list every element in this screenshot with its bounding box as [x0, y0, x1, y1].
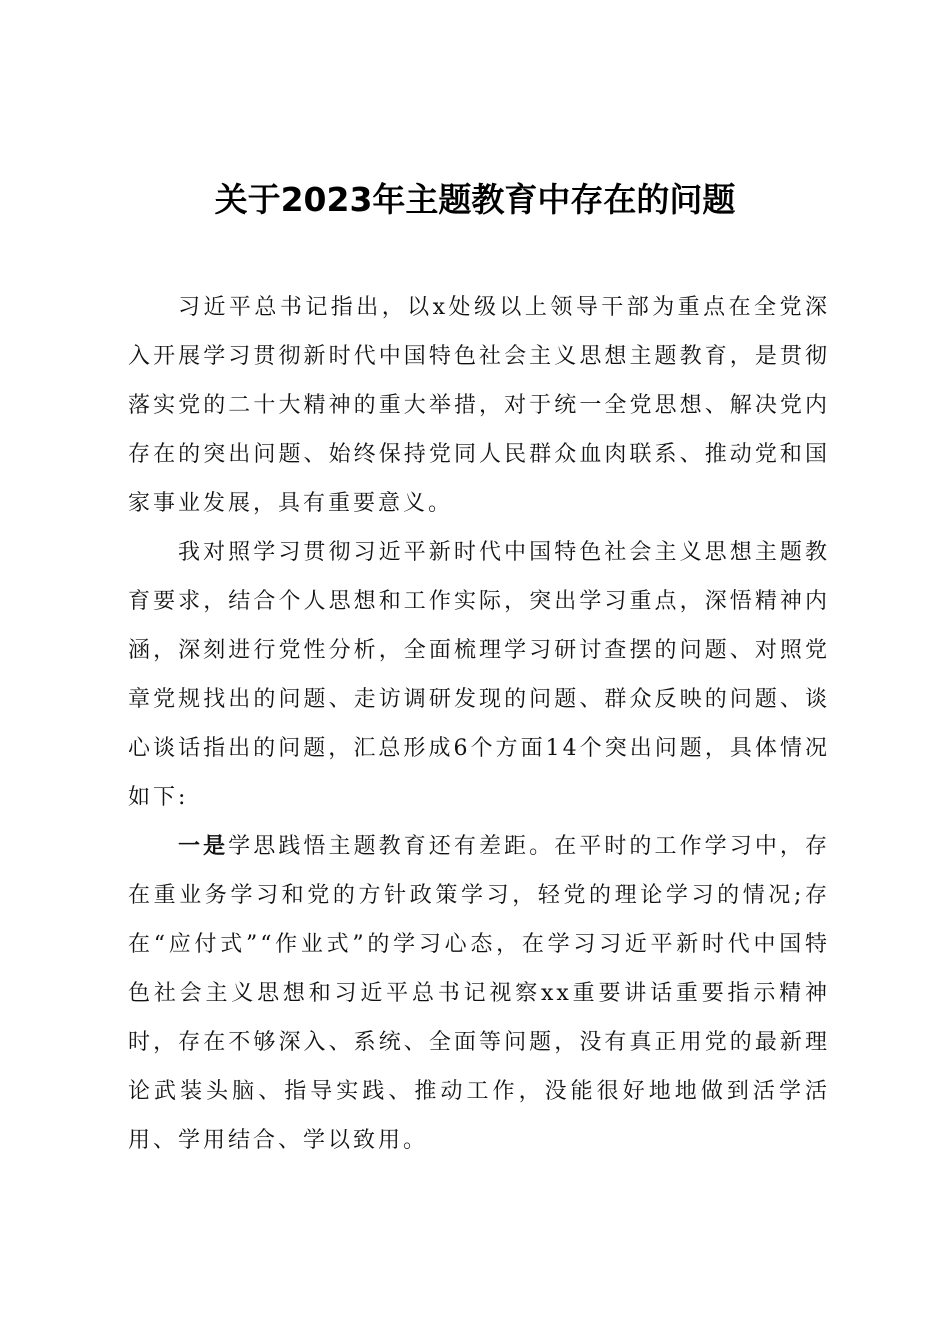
paragraph-overview	[128, 528, 830, 822]
paragraph-intro	[128, 283, 830, 528]
document-title: 关于2023年主题教育中存在的问题	[214, 180, 736, 219]
paragraph-text: 习近平总书记指出，以x处级以上领导干部为重点在全党深入开展学习贯彻新时代中国特色社会主义思想主题教育，是贯彻落实党的二十大精神的重大举措，对于统一全党思想、解决党内存在的突出问题、始终保持党同人民群众血肉联系、推动党和国家事业发展，具有重要意义。	[128, 295, 830, 516]
paragraph-issue-one	[128, 822, 830, 1165]
document-body	[128, 283, 830, 1165]
paragraph-text: 学思践悟主题教育还有差距。在平时的工作学习中，存在重业务学习和党的方针政策学习，轻党的理论学习的情况;存在“应付式”“作业式”的学习心态，在学习习近平新时代中国特色社会主义思想和习近平总书记视察xx重要讲话重要指示精神时，存在不够深入、系统、全面等问题，没有真正用党的最新理论武装头脑、指导实践、推动工作，没能很好地地做到活学活用、学用结合、学以致用。	[128, 834, 830, 1153]
paragraph-lead: 一是	[178, 834, 229, 859]
paragraph-text: 我对照学习贯彻习近平新时代中国特色社会主义思想主题教育要求，结合个人思想和工作实际，突出学习重点，深悟精神内涵，深刻进行党性分析，全面梳理学习研讨查摆的问题、对照党章党规找出的问题、走访调研发现的问题、群众反映的问题、谈心谈话指出的问题，汇总形成6个方面14个突出问题，具体情况如下:	[128, 540, 830, 810]
